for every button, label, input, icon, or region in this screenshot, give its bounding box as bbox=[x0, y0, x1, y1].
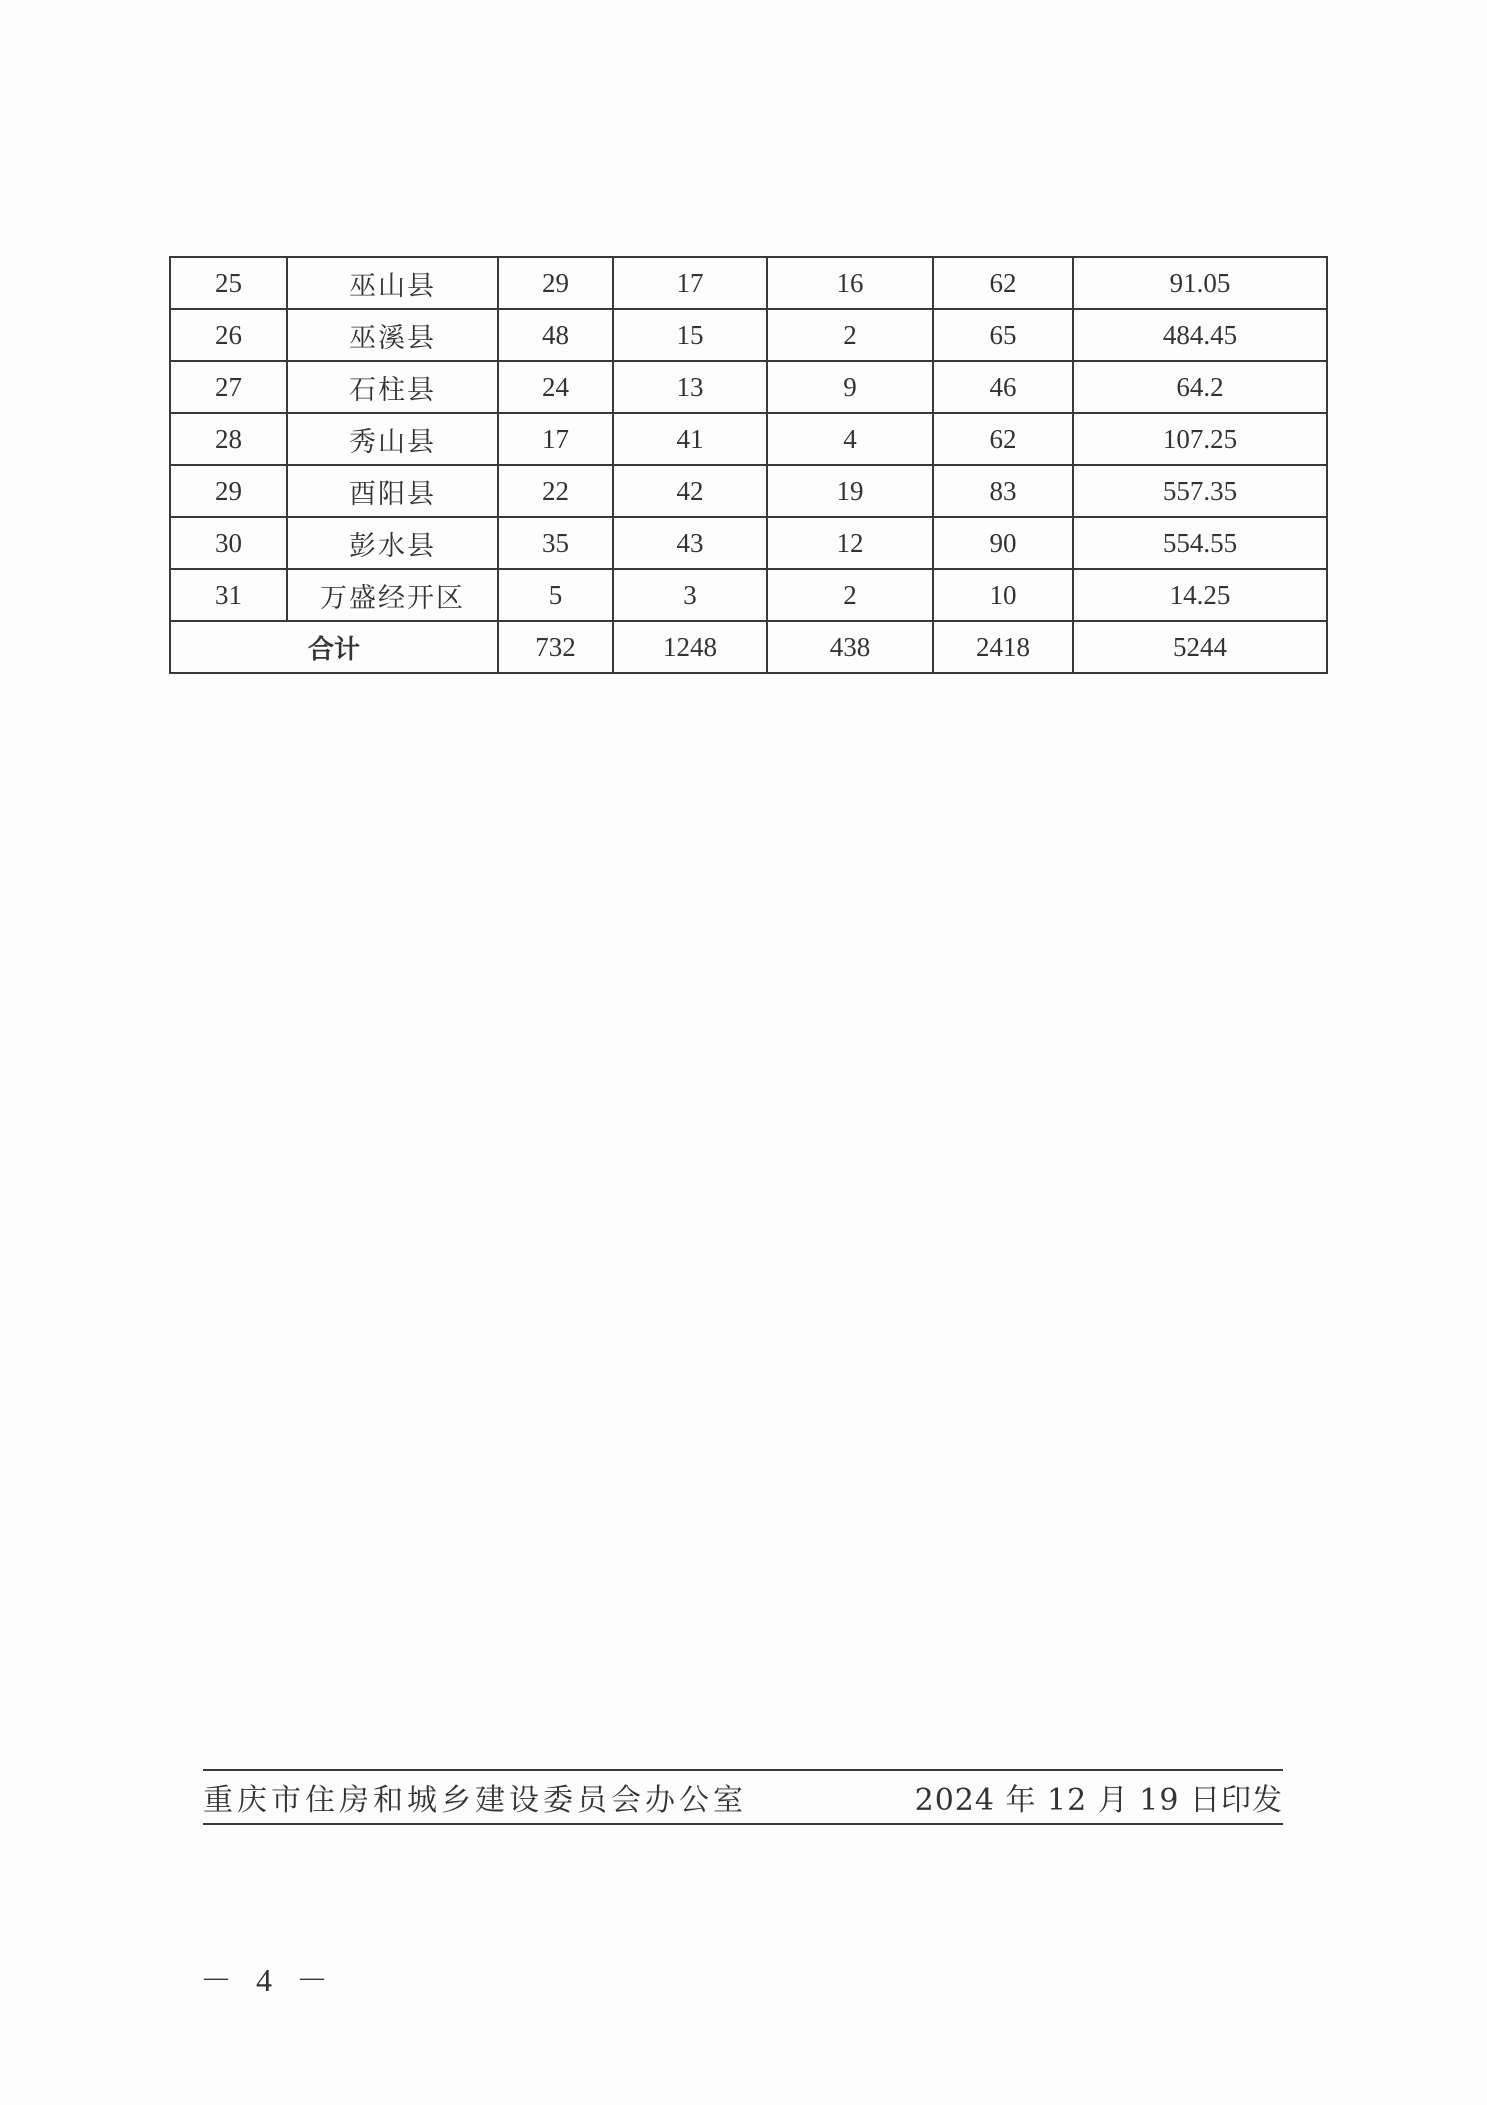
district-name: 彭水县 bbox=[287, 517, 498, 569]
table-row bbox=[170, 361, 1327, 413]
table-row bbox=[170, 309, 1327, 361]
cell-value: 2 bbox=[767, 309, 933, 361]
cell-value: 17 bbox=[613, 257, 767, 309]
cell-value: 35 bbox=[498, 517, 613, 569]
statistics-table bbox=[169, 256, 1328, 674]
cell-value: 15 bbox=[613, 309, 767, 361]
cell-value: 22 bbox=[498, 465, 613, 517]
total-value: 1248 bbox=[613, 621, 767, 673]
district-name: 秀山县 bbox=[287, 413, 498, 465]
row-number: 29 bbox=[170, 465, 287, 517]
page-number: － 4 － bbox=[200, 1962, 337, 1998]
cell-value: 4 bbox=[767, 413, 933, 465]
cell-value: 64.2 bbox=[1073, 361, 1327, 413]
cell-value: 24 bbox=[498, 361, 613, 413]
total-label: 合计 bbox=[170, 621, 498, 673]
issuer-name: 重庆市住房和城乡建设委员会办公室 bbox=[203, 1783, 747, 1818]
cell-value: 554.55 bbox=[1073, 517, 1327, 569]
cell-value: 14.25 bbox=[1073, 569, 1327, 621]
cell-value: 5 bbox=[498, 569, 613, 621]
row-number: 26 bbox=[170, 309, 287, 361]
cell-value: 10 bbox=[933, 569, 1073, 621]
total-value: 5244 bbox=[1073, 621, 1327, 673]
cell-value: 29 bbox=[498, 257, 613, 309]
row-number: 25 bbox=[170, 257, 287, 309]
table-row bbox=[170, 413, 1327, 465]
cell-value: 12 bbox=[767, 517, 933, 569]
cell-value: 484.45 bbox=[1073, 309, 1327, 361]
colophon bbox=[203, 1769, 1283, 1825]
district-name: 巫山县 bbox=[287, 257, 498, 309]
row-number: 28 bbox=[170, 413, 287, 465]
cell-value: 2 bbox=[767, 569, 933, 621]
total-value: 732 bbox=[498, 621, 613, 673]
cell-value: 41 bbox=[613, 413, 767, 465]
cell-value: 17 bbox=[498, 413, 613, 465]
cell-value: 13 bbox=[613, 361, 767, 413]
cell-value: 90 bbox=[933, 517, 1073, 569]
cell-value: 62 bbox=[933, 413, 1073, 465]
table-row bbox=[170, 569, 1327, 621]
cell-value: 65 bbox=[933, 309, 1073, 361]
district-name: 巫溪县 bbox=[287, 309, 498, 361]
cell-value: 48 bbox=[498, 309, 613, 361]
cell-value: 9 bbox=[767, 361, 933, 413]
total-value: 438 bbox=[767, 621, 933, 673]
cell-value: 3 bbox=[613, 569, 767, 621]
cell-value: 107.25 bbox=[1073, 413, 1327, 465]
cell-value: 62 bbox=[933, 257, 1073, 309]
cell-value: 43 bbox=[613, 517, 767, 569]
cell-value: 83 bbox=[933, 465, 1073, 517]
total-row bbox=[170, 621, 1327, 673]
row-number: 30 bbox=[170, 517, 287, 569]
table-row bbox=[170, 517, 1327, 569]
table-row bbox=[170, 465, 1327, 517]
total-value: 2418 bbox=[933, 621, 1073, 673]
cell-value: 16 bbox=[767, 257, 933, 309]
row-number: 27 bbox=[170, 361, 287, 413]
cell-value: 91.05 bbox=[1073, 257, 1327, 309]
cell-value: 19 bbox=[767, 465, 933, 517]
cell-value: 557.35 bbox=[1073, 465, 1327, 517]
cell-value: 42 bbox=[613, 465, 767, 517]
row-number: 31 bbox=[170, 569, 287, 621]
issue-date: 2024 年 12 月 19 日印发 bbox=[914, 1783, 1283, 1818]
district-name: 石柱县 bbox=[287, 361, 498, 413]
table-row bbox=[170, 257, 1327, 309]
district-name: 酉阳县 bbox=[287, 465, 498, 517]
cell-value: 46 bbox=[933, 361, 1073, 413]
district-name: 万盛经开区 bbox=[287, 569, 498, 621]
